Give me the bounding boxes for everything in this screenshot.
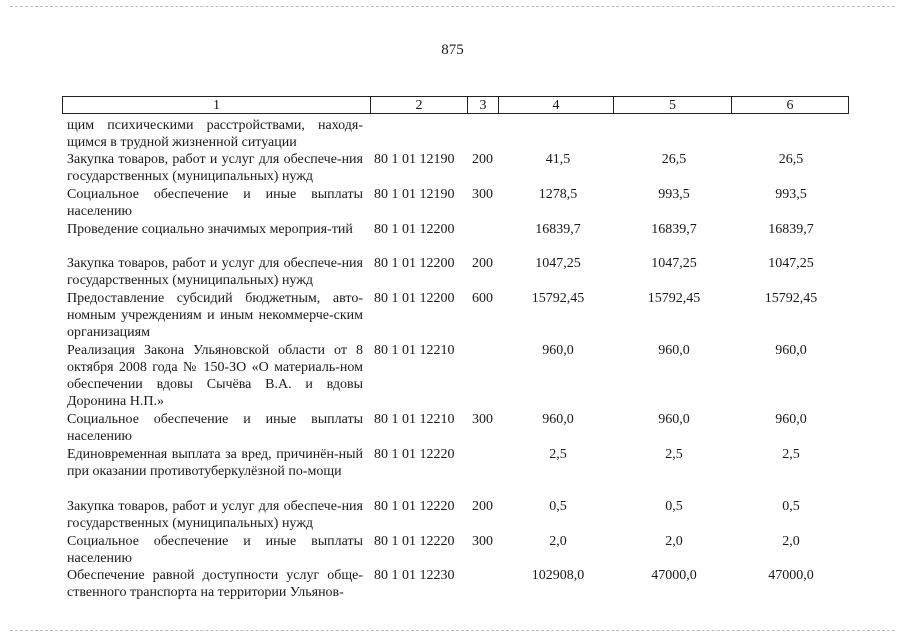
row-value-4: 16839,7: [535, 222, 581, 237]
row-value-5: 1047,25: [651, 256, 697, 271]
row-description: Социальное обеспечение и иные выплаты населению: [67, 187, 363, 219]
row-value-6: 16839,7: [768, 222, 814, 237]
row-code: 80 1 01 12220: [374, 499, 455, 514]
header-col-4: 4: [499, 97, 614, 113]
row-value-4: 960,0: [542, 343, 574, 358]
row-description: Реализация Закона Ульяновской области от 8 октября 2008 года № 150-ЗО «О материаль-ном обеспечении вдовы Сычёва В.А. и вдовы Доронина Н.П.»: [67, 343, 363, 409]
row-code: 80 1 01 12220: [374, 447, 455, 462]
row-value-4: 1047,25: [535, 256, 581, 271]
row-value-6: 0,5: [782, 499, 800, 514]
scan-edge-bottom: [10, 630, 895, 631]
row-value-5: 2,5: [665, 447, 683, 462]
header-col-5: 5: [614, 97, 732, 113]
row-type: 300: [472, 534, 493, 549]
row-code: 80 1 01 12190: [374, 187, 455, 202]
row-type: 200: [472, 256, 493, 271]
row-description: Социальное обеспечение и иные выплаты населению: [67, 412, 363, 444]
row-value-6: 26,5: [778, 152, 804, 167]
row-type: 300: [472, 412, 493, 427]
row-value-6: 960,0: [775, 343, 807, 358]
row-value-6: 2,5: [782, 447, 800, 462]
row-value-4: 102908,0: [531, 568, 585, 583]
page-number: 875: [441, 42, 464, 58]
row-value-5: 993,5: [658, 187, 690, 202]
header-col-6: 6: [786, 98, 794, 113]
row-code: 80 1 01 12190: [374, 152, 455, 167]
header-col-1: 1: [63, 97, 371, 113]
row-description: Социальное обеспечение и иные выплаты населению: [67, 534, 363, 566]
row-value-5: 960,0: [658, 412, 690, 427]
row-value-5: 2,0: [665, 534, 683, 549]
row-value-6: 15792,45: [764, 291, 818, 306]
row-value-6: 993,5: [775, 187, 807, 202]
row-value-5: 960,0: [658, 343, 690, 358]
row-description: Проведение социально значимых мероприя-тий: [67, 222, 353, 237]
row-value-5: 0,5: [665, 499, 683, 514]
row-description: Закупка товаров, работ и услуг для обеспече-ния государственных (муниципальных) нужд: [67, 499, 363, 531]
row-value-6: 960,0: [775, 412, 807, 427]
row-value-5: 15792,45: [647, 291, 701, 306]
row-value-4: 1278,5: [538, 187, 578, 202]
row-code: 80 1 01 12220: [374, 534, 455, 549]
row-type: 200: [472, 499, 493, 514]
row-value-4: 2,5: [549, 447, 567, 462]
table-header: [62, 96, 849, 114]
row-type: 200: [472, 152, 493, 167]
row-type: 600: [472, 291, 493, 306]
row-description: Предоставление субсидий бюджетным, авто-номным учреждениям и иным некоммерче-ским организациям: [67, 291, 363, 340]
row-code: 80 1 01 12200: [374, 222, 455, 237]
row-code: 80 1 01 12200: [374, 291, 455, 306]
row-code: 80 1 01 12210: [374, 343, 455, 358]
row-value-5: 16839,7: [651, 222, 697, 237]
row-description: Закупка товаров, работ и услуг для обеспече-ния государственных (муниципальных) нужд: [67, 256, 363, 288]
row-value-6: 2,0: [782, 534, 800, 549]
row-value-4: 0,5: [549, 499, 567, 514]
row-description: Единовременная выплата за вред, причинён-ный при оказании противотуберкулёзной по-мощи: [67, 447, 363, 479]
row-value-4: 960,0: [542, 412, 574, 427]
row-description: Закупка товаров, работ и услуг для обеспече-ния государственных (муниципальных) нужд: [67, 152, 363, 184]
row-value-6: 47000,0: [768, 568, 814, 583]
header-col-2: 2: [371, 97, 468, 113]
row-code: 80 1 01 12230: [374, 568, 455, 583]
row-description: щим психическими расстройствами, находя-щимся в трудной жизненной ситуации: [67, 118, 363, 150]
scan-edge-top: [10, 6, 895, 7]
row-description: Обеспечение равной доступности услуг обще-ственного транспорта на территории Ульянов-: [67, 568, 363, 600]
row-type: 300: [472, 187, 493, 202]
row-value-4: 41,5: [545, 152, 571, 167]
row-value-5: 26,5: [661, 152, 687, 167]
header-col-3: 3: [468, 97, 499, 113]
row-value-6: 1047,25: [768, 256, 814, 271]
row-code: 80 1 01 12200: [374, 256, 455, 271]
row-value-5: 47000,0: [651, 568, 697, 583]
row-value-4: 2,0: [549, 534, 567, 549]
row-value-4: 15792,45: [531, 291, 585, 306]
row-code: 80 1 01 12210: [374, 412, 455, 427]
